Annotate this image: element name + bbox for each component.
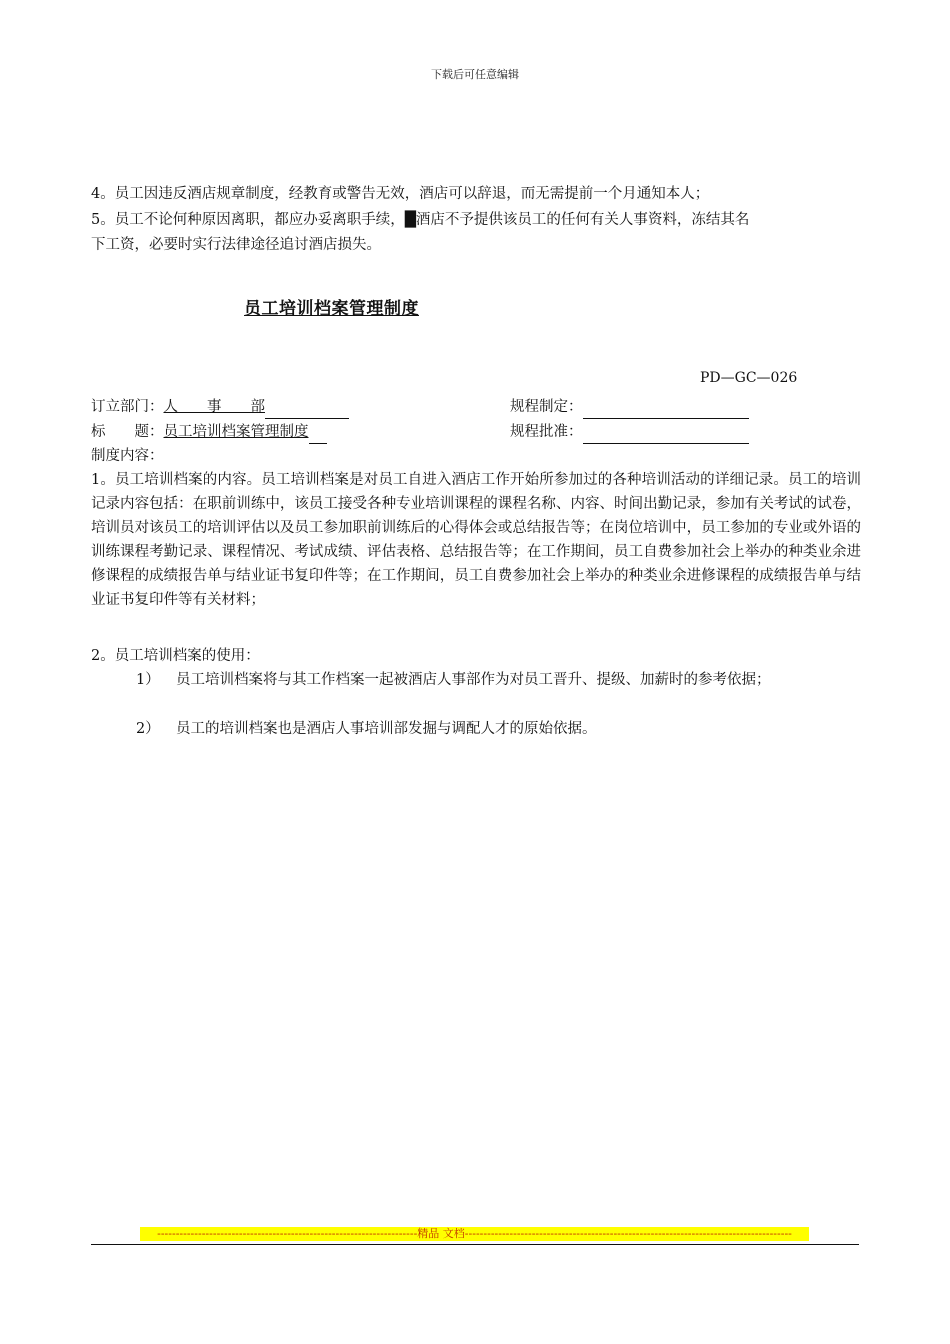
title-field (91, 420, 327, 444)
made-blank (583, 402, 749, 419)
prior-item-5: 5。员工不论何种原因离职，都应办妥离职手续，█酒店不予提供该员工的任何有关人事资料，冻结其名 (91, 212, 750, 228)
made-field (510, 395, 749, 419)
section-1-paragraph: 1。员工培训档案的内容。员工培训档案是对员工自进入酒店工作开始所参加过的各种培训活动的详细记录。员工的培训记录内容包括：在职前训练中，该员工接受各种专业培训课程的课程名称、内容、时间出勤记录，参加有关考试的试卷，培训员对该员工的培训评估以及员工参加职前训练后的心得体会或总结报告等；在岗位培训中，员工参加的专业或外语的训练课程考勤记录、课程情况、考试成绩、评估表格、总结报告等；在工作期间，员工自费参加社会上举办的种类业余进修课程的成绩报告单与结业证书复印件等；在工作期间，员工自费参加社会上举办的种类业余进修课程的成绩报告单与结业证书复印件等有关材料； (91, 472, 861, 608)
header-note: 下载后可任意编辑 (431, 68, 519, 81)
item-2-text: 员工的培训档案也是酒店人事培训部发掘与调配人才的原始依据。 (176, 721, 597, 737)
dept-field (91, 395, 349, 419)
section-2-heading: 2。员工培训档案的使用： (91, 648, 260, 664)
section-2-item-2 (136, 717, 597, 741)
approved-field (510, 420, 749, 444)
item-1-number: 1） (136, 672, 160, 688)
made-label: 规程制定： (510, 399, 583, 415)
title-underline (309, 427, 327, 444)
dept-value: 人 事 部 (163, 399, 265, 415)
content-label: 制度内容： (91, 448, 164, 464)
footer-dashes-left: ---------------------------------------------------------------------- (157, 1227, 418, 1240)
approved-label: 规程批准： (510, 424, 583, 440)
footer-dashes-right: ---------------------------------------------------------------------------------------- (464, 1227, 792, 1240)
document-title: 员工培训档案管理制度 (244, 299, 419, 319)
approved-blank (583, 427, 749, 444)
dept-label: 订立部门： (91, 399, 164, 415)
document-code: PD—GC—026 (700, 370, 798, 386)
title-label: 标 题： (91, 424, 164, 440)
section-2-item-1 (136, 668, 771, 692)
footer-banner (140, 1227, 809, 1241)
item-2-number: 2） (136, 721, 160, 737)
title-value: 员工培训档案管理制度 (163, 424, 309, 440)
item-1-text: 员工培训档案将与其工作档案一起被酒店人事部作为对员工晋升、提级、加薪时的参考依据； (176, 672, 771, 688)
prior-item-5-cont: 下工资，必要时实行法律途径追讨酒店损失。 (91, 237, 381, 253)
footer-rule (91, 1244, 859, 1245)
footer-text: 精品 文档 (417, 1227, 465, 1240)
dept-underline (265, 402, 349, 419)
prior-item-4: 4。员工因违反酒店规章制度，经教育或警告无效，酒店可以辞退，而无需提前一个月通知本人； (91, 186, 710, 202)
